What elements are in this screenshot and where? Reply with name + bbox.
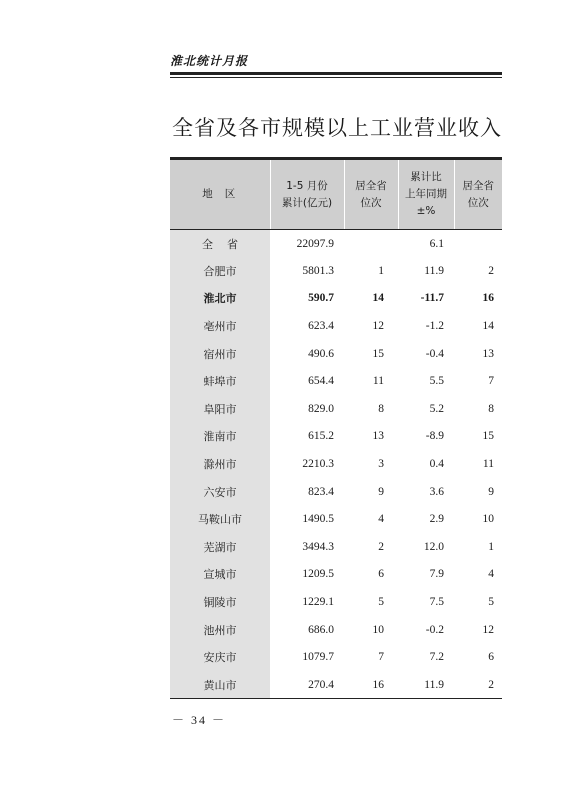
table-row <box>170 312 502 340</box>
cell-rank-growth: 11 <box>482 458 494 471</box>
table-row <box>170 230 502 258</box>
column-header-growth-line2: 上年同期 <box>405 188 447 200</box>
data-table-wrapper <box>170 157 502 699</box>
page-number: － 34 － <box>172 713 227 727</box>
cell-rank-revenue: 4 <box>378 513 384 526</box>
cell-growth: 11.9 <box>424 264 444 277</box>
column-header-revenue-line2: 累计(亿元) <box>281 196 333 209</box>
header-rule-thin <box>170 77 502 78</box>
cell-rank-revenue: 2 <box>378 540 384 553</box>
cell-rank-revenue: 16 <box>344 671 398 699</box>
table-row <box>170 450 502 478</box>
cell-growth: 11.9 <box>398 671 454 699</box>
cell-rank-revenue: 10 <box>372 623 384 636</box>
cell-revenue: 2210.3 <box>302 458 334 471</box>
cell-revenue: 823.4 <box>308 485 334 498</box>
cell-region: 宿州市 <box>170 340 270 368</box>
cell-rank-revenue <box>344 230 398 258</box>
cell-rank-revenue: 6 <box>378 568 384 581</box>
cell-revenue: 686.0 <box>308 623 334 636</box>
cell-growth: -8.9 <box>425 430 444 443</box>
table-header-row <box>170 159 502 230</box>
cell-growth: 2.9 <box>429 513 444 526</box>
cell-rank-growth: 7 <box>488 375 494 388</box>
cell-rank-growth <box>454 230 502 258</box>
cell-growth: -0.2 <box>425 623 444 636</box>
cell-rank-growth: 8 <box>488 402 494 415</box>
cell-revenue: 270.4 <box>270 671 344 699</box>
table-row <box>170 395 502 423</box>
cell-rank-growth: 2 <box>454 671 502 699</box>
cell-rank-revenue: 15 <box>372 347 384 360</box>
cell-revenue: 623.4 <box>308 320 334 333</box>
cell-region: 亳州市 <box>170 312 270 340</box>
cell-revenue: 829.0 <box>308 402 334 415</box>
cell-revenue: 5801.3 <box>302 264 334 277</box>
cell-revenue: 1079.7 <box>302 651 334 664</box>
table-row <box>170 340 502 368</box>
column-header-growth-line1: 累计比 <box>410 171 442 183</box>
cell-region: 马鞍山市 <box>170 505 270 533</box>
cell-region: 池州市 <box>170 616 270 644</box>
cell-growth: -11.7 <box>420 292 444 305</box>
table-row <box>170 505 502 533</box>
table-row <box>170 478 502 506</box>
column-header-rank-growth-line1: 居全省 <box>462 179 494 192</box>
cell-growth: 12.0 <box>423 540 444 553</box>
cell-revenue: 1209.5 <box>302 568 334 581</box>
column-header-rank-revenue-line2: 位次 <box>360 196 382 209</box>
cell-region: 黄山市 <box>170 671 270 699</box>
column-header-region: 地区 <box>170 159 270 230</box>
cell-rank-revenue: 1 <box>378 264 384 277</box>
table-row <box>170 423 502 451</box>
cell-region: 合肥市 <box>170 257 270 285</box>
cell-rank-growth: 1 <box>488 540 494 553</box>
cell-rank-revenue: 8 <box>378 402 384 415</box>
cell-growth: 3.6 <box>429 485 444 498</box>
page-title: 全省及各市规模以上工业营业收入 <box>172 116 502 140</box>
cell-revenue: 1229.1 <box>302 596 334 609</box>
cell-rank-growth: 10 <box>482 513 494 526</box>
cell-region: 全省 <box>170 230 270 258</box>
column-header-growth-line3: ±% <box>416 205 436 217</box>
cell-revenue: 654.4 <box>308 375 334 388</box>
cell-growth: 7.9 <box>429 568 444 581</box>
cell-rank-revenue: 12 <box>372 320 384 333</box>
cell-region: 淮北市 <box>170 285 270 313</box>
cell-growth: 5.5 <box>429 375 444 388</box>
cell-region: 阜阳市 <box>170 395 270 423</box>
cell-rank-growth: 2 <box>488 264 494 277</box>
cell-rank-growth: 16 <box>482 292 494 305</box>
cell-rank-revenue: 13 <box>372 430 384 443</box>
cell-region: 蚌埠市 <box>170 367 270 395</box>
cell-revenue: 1490.5 <box>302 513 334 526</box>
cell-growth: -0.4 <box>425 347 444 360</box>
header-rule-thick <box>170 72 502 75</box>
column-header-growth <box>398 159 454 230</box>
cell-region: 芜湖市 <box>170 533 270 561</box>
cell-rank-growth: 5 <box>488 596 494 609</box>
table-body <box>170 230 502 699</box>
column-header-rank-revenue-line1: 居全省 <box>355 179 387 192</box>
industrial-revenue-table <box>170 157 502 699</box>
running-head: 淮北统计月报 <box>170 54 249 68</box>
cell-growth: -1.2 <box>425 320 444 333</box>
column-header-revenue <box>270 159 344 230</box>
cell-region: 淮南市 <box>170 423 270 451</box>
column-header-revenue-line1: 1-5 月份 <box>286 179 328 192</box>
table-row <box>170 616 502 644</box>
cell-rank-revenue: 3 <box>378 458 384 471</box>
cell-rank-growth: 13 <box>482 347 494 360</box>
cell-revenue: 3494.3 <box>302 540 334 553</box>
cell-revenue: 490.6 <box>308 347 334 360</box>
table-row <box>170 588 502 616</box>
column-header-rank-growth <box>454 159 502 230</box>
cell-rank-growth: 9 <box>488 485 494 498</box>
cell-region: 六安市 <box>170 478 270 506</box>
cell-revenue: 590.7 <box>308 292 334 305</box>
table-row <box>170 533 502 561</box>
cell-rank-growth: 12 <box>482 623 494 636</box>
table-row <box>170 257 502 285</box>
table-row <box>170 561 502 589</box>
cell-region: 宣城市 <box>170 561 270 589</box>
table-row-highlighted <box>170 285 502 313</box>
table-row <box>170 643 502 671</box>
table-row <box>170 367 502 395</box>
cell-growth: 7.2 <box>429 651 444 664</box>
cell-rank-revenue: 11 <box>372 375 384 388</box>
cell-growth: 5.2 <box>429 402 444 415</box>
cell-growth: 0.4 <box>429 458 444 471</box>
cell-region: 铜陵市 <box>170 588 270 616</box>
cell-growth: 6.1 <box>429 237 444 250</box>
cell-revenue: 22097.9 <box>296 237 334 250</box>
cell-revenue: 615.2 <box>308 430 334 443</box>
table-row <box>170 671 502 699</box>
column-header-rank-growth-line2: 位次 <box>467 196 489 209</box>
cell-rank-revenue: 7 <box>378 651 384 664</box>
cell-growth: 7.5 <box>429 596 444 609</box>
cell-rank-growth: 4 <box>488 568 494 581</box>
cell-rank-growth: 14 <box>482 320 494 333</box>
cell-rank-revenue: 14 <box>372 292 384 305</box>
cell-rank-revenue: 9 <box>378 485 384 498</box>
column-header-rank-revenue <box>344 159 398 230</box>
cell-rank-revenue: 5 <box>378 596 384 609</box>
cell-region: 滁州市 <box>170 450 270 478</box>
cell-rank-growth: 15 <box>482 430 494 443</box>
cell-rank-growth: 6 <box>488 651 494 664</box>
cell-region: 安庆市 <box>170 643 270 671</box>
